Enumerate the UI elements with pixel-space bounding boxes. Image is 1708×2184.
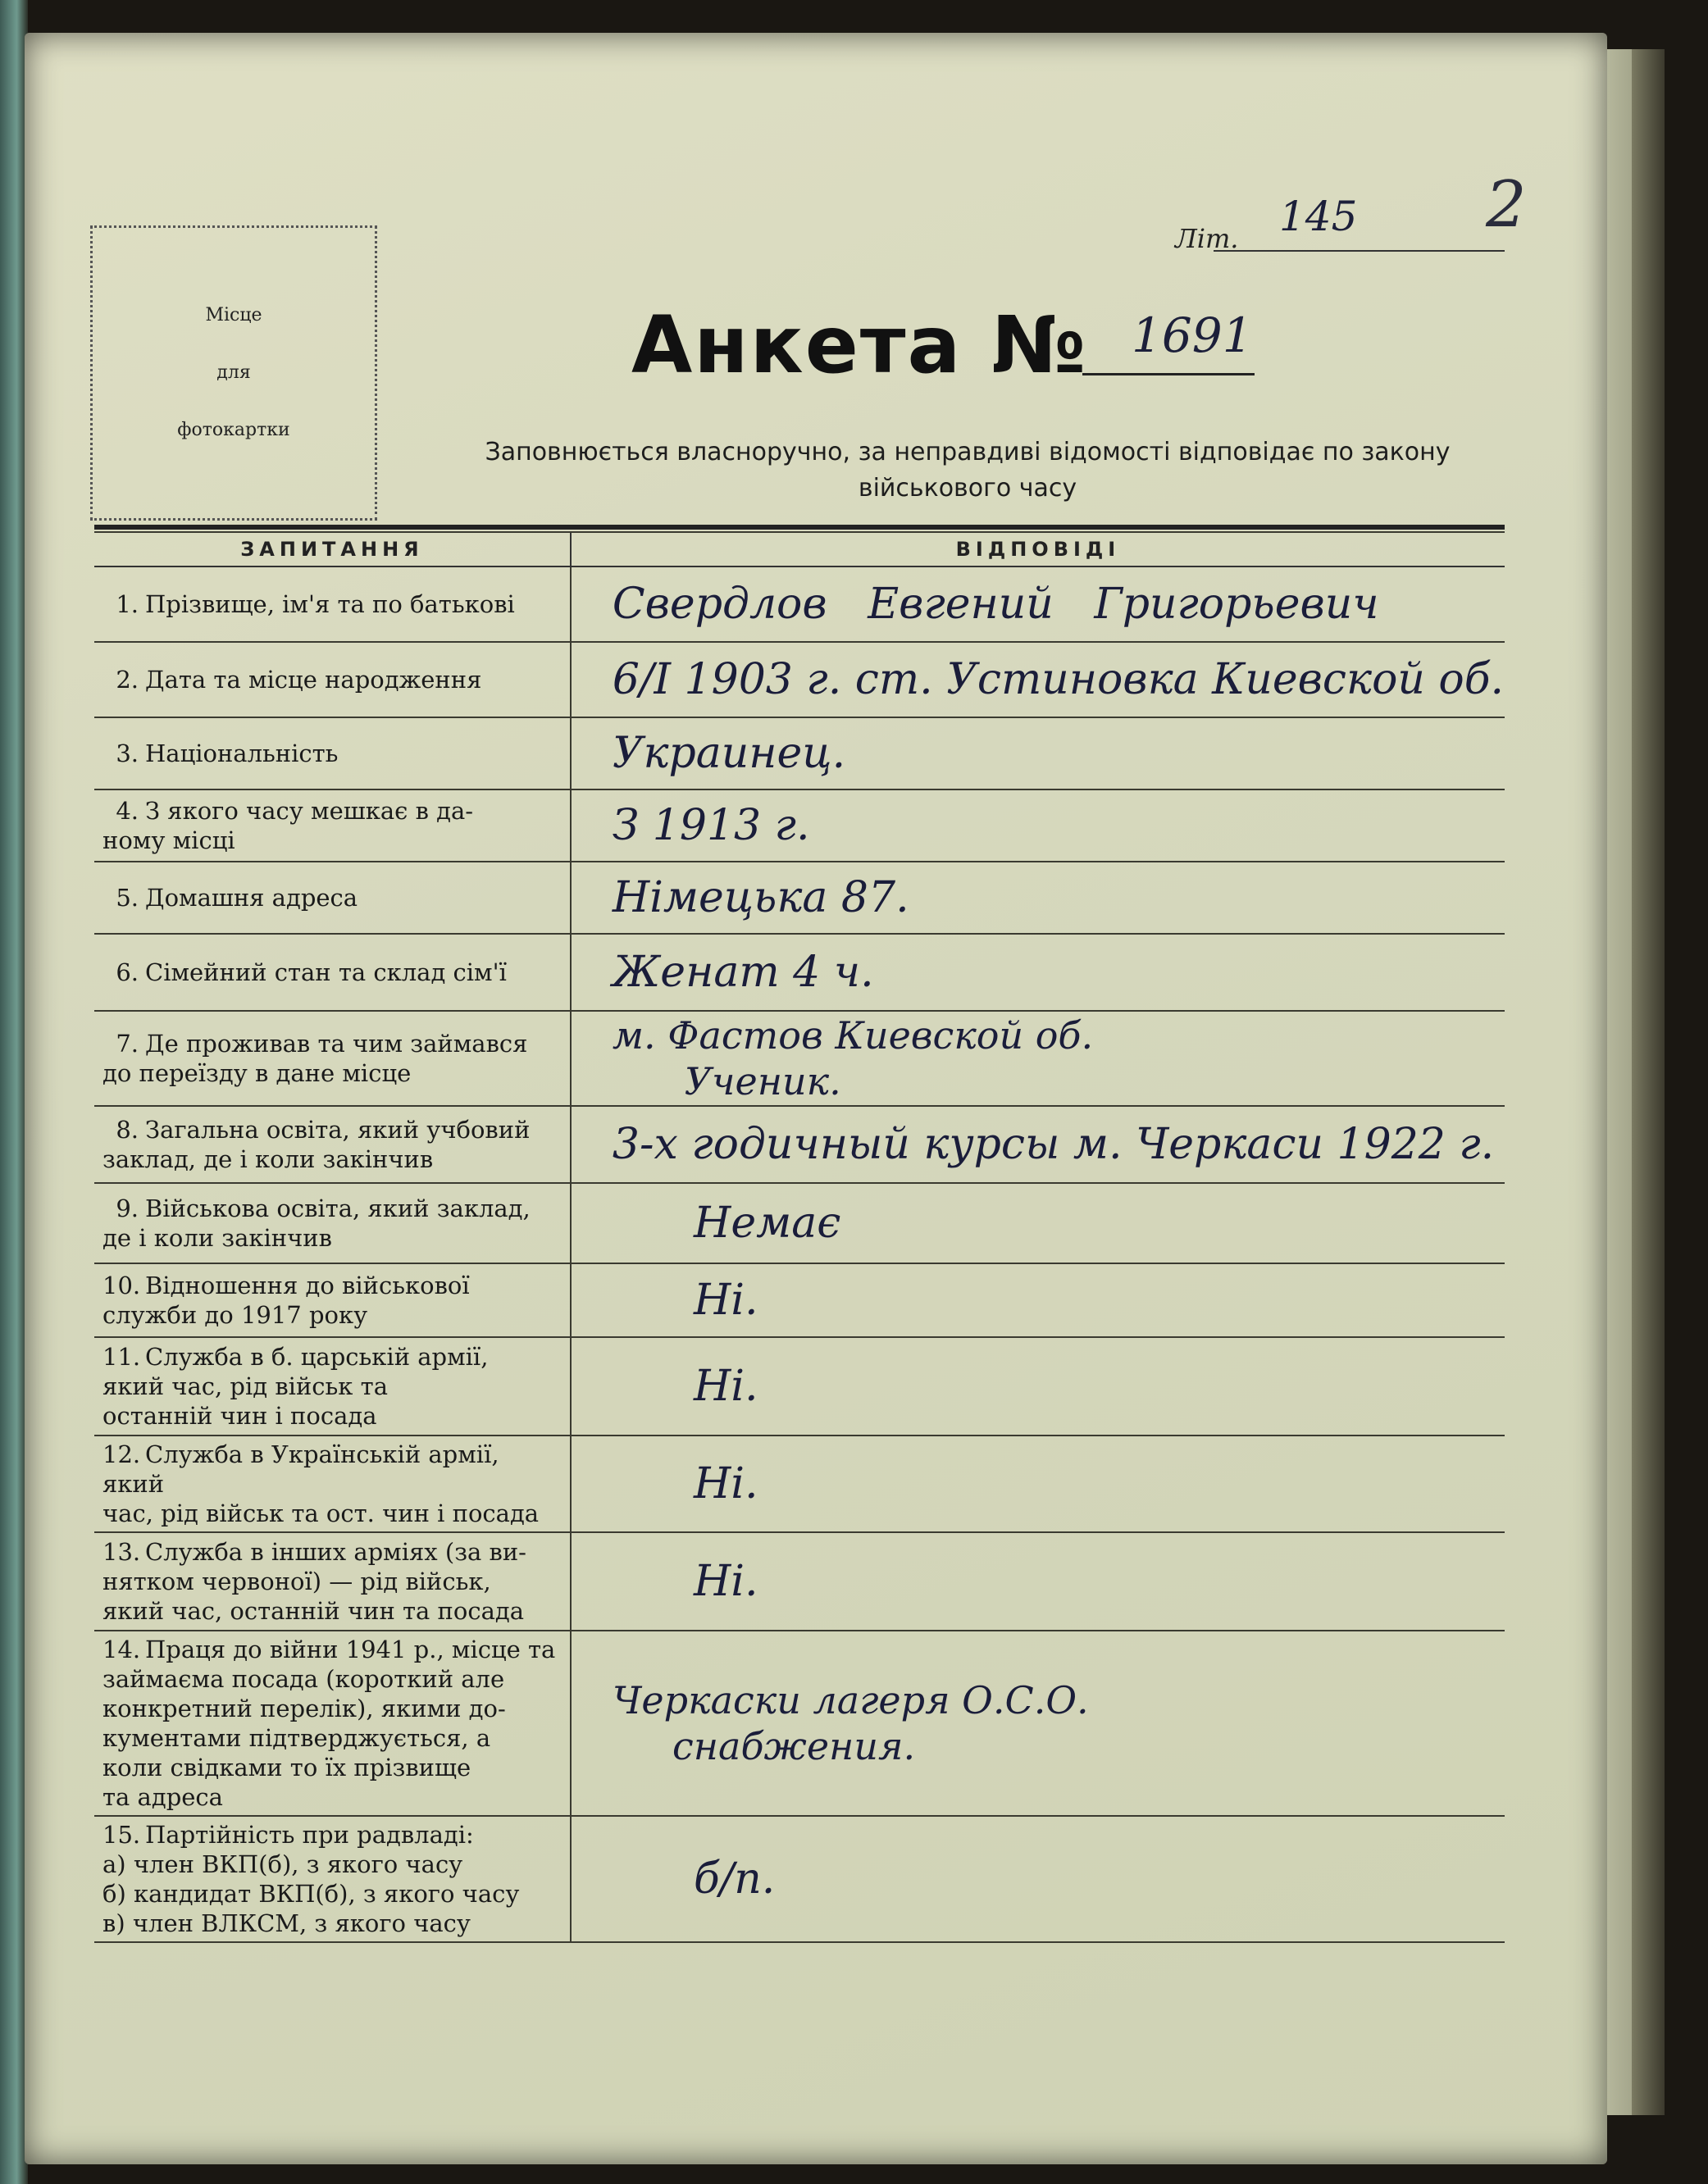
- handwritten-answer: Ні.: [571, 1436, 1505, 1532]
- question-text: Національність: [145, 739, 339, 767]
- table-row: [94, 1532, 1505, 1631]
- binding-edge: [0, 0, 28, 2184]
- question-cell: [94, 1532, 571, 1631]
- question-number: 1.: [116, 590, 139, 618]
- table-row: [94, 1337, 1505, 1436]
- handwritten-answer: м. Фастов Киевской об. Ученик.: [571, 1011, 1505, 1106]
- photo-placeholder: [90, 225, 377, 521]
- table-row: [94, 1631, 1505, 1816]
- question-cell: [94, 566, 571, 642]
- subtitle-line1: Заповнюється власноручно, за неправдиві відомості відповідає по закону: [485, 438, 1451, 466]
- sheet-number: 2: [1486, 168, 1527, 242]
- question-text: З якого часу мешкає в да- ному місці: [102, 797, 474, 854]
- question-cell: [94, 1011, 571, 1106]
- photo-label-line1: Місце: [205, 305, 262, 325]
- table-row: [94, 1011, 1505, 1106]
- handwritten-answer: Німецька 87.: [571, 862, 1505, 934]
- question-text: Партійність при радвладі: а) член ВКП(б), з якого часу б) кандидат ВКП(б), з якого часу в) член ВЛКСМ, з якого часу: [102, 1821, 520, 1937]
- handwritten-answer: б/п.: [571, 1816, 1505, 1942]
- question-cell: [94, 789, 571, 862]
- question-cell: [94, 862, 571, 934]
- form-title: Анкета №: [631, 299, 1088, 391]
- question-number: 10.: [102, 1272, 141, 1299]
- question-cell: [94, 1631, 571, 1816]
- question-cell: [94, 1816, 571, 1942]
- question-number: 15.: [102, 1821, 141, 1849]
- handwritten-answer: Женат 4 ч.: [571, 934, 1505, 1011]
- question-text: Служба в Українській армії, який час, рід військ та ост. чин і посада: [102, 1440, 540, 1527]
- table-row: [94, 1106, 1505, 1183]
- question-text: Прізвище, ім'я та по батькові: [145, 590, 515, 618]
- question-text: Сімейний стан та склад сім'ї: [145, 958, 507, 986]
- question-cell: [94, 1436, 571, 1532]
- question-cell: [94, 1263, 571, 1337]
- question-number: 12.: [102, 1440, 141, 1468]
- handwritten-answer: Украинец.: [571, 717, 1505, 789]
- question-cell: [94, 1337, 571, 1436]
- handwritten-answer: Свердлов Евгений Григорьевич: [571, 566, 1505, 642]
- table-row: [94, 717, 1505, 789]
- question-cell: [94, 1183, 571, 1263]
- title-number-underline: [1082, 373, 1255, 375]
- table-row: [94, 1263, 1505, 1337]
- table-row: [94, 1436, 1505, 1532]
- handwritten-answer: 3-х годичный курсы м. Черкаси 1922 г.: [571, 1106, 1505, 1183]
- lit-value: 145: [1279, 193, 1358, 240]
- question-number: 5.: [116, 884, 139, 912]
- questions-header: ЗАПИТАННЯ: [94, 532, 571, 566]
- table-row: [94, 789, 1505, 862]
- handwritten-answer: Черкаски лагеря О.С.О. снабжения.: [571, 1631, 1505, 1816]
- question-text: Дата та місце народження: [145, 666, 482, 694]
- questionnaire-table: [94, 525, 1505, 1943]
- question-number: 7.: [116, 1030, 139, 1058]
- answers-header: ВІДПОВІДІ: [571, 532, 1505, 566]
- question-text: Загальна освіта, який учбовий заклад, де і коли закінчив: [102, 1116, 531, 1173]
- handwritten-answer: З 1913 г.: [571, 789, 1505, 862]
- photo-label-line2: для: [216, 362, 251, 383]
- question-text: Служба в інших арміях (за ви- нятком червоної) — рід військ, який час, останній чин та посада: [102, 1538, 526, 1625]
- handwritten-answer: Немає: [571, 1183, 1505, 1263]
- form-subtitle: [385, 435, 1550, 507]
- question-text: Домашня адреса: [145, 884, 358, 912]
- table-row: [94, 862, 1505, 934]
- form-number: 1691: [1132, 307, 1253, 363]
- question-number: 13.: [102, 1538, 141, 1566]
- handwritten-answer: 6/I 1903 г. ст. Устиновка Киевской об.: [571, 642, 1505, 717]
- table-row: [94, 1816, 1505, 1942]
- table-row: [94, 934, 1505, 1011]
- table-row: [94, 642, 1505, 717]
- question-text: Праця до війни 1941 р., місце та займаєма посада (короткий але конкретний перелік), якими до- кументами підтверджується, а коли свідками то їх прізвище та адреса: [102, 1636, 556, 1811]
- question-number: 14.: [102, 1636, 141, 1663]
- question-number: 3.: [116, 739, 139, 767]
- lit-label: Літ.: [1175, 223, 1239, 254]
- questionnaire-body: [94, 566, 1505, 1942]
- question-number: 11.: [102, 1343, 141, 1371]
- question-text: Де проживав та чим займався до переїзду в дане місце: [102, 1030, 528, 1087]
- page-stack-shadow: [1632, 49, 1665, 2115]
- question-cell: [94, 934, 571, 1011]
- question-number: 6.: [116, 958, 139, 986]
- question-number: 4.: [116, 797, 139, 825]
- question-cell: [94, 1106, 571, 1183]
- question-number: 2.: [116, 666, 139, 694]
- question-number: 9.: [116, 1194, 139, 1222]
- question-cell: [94, 717, 571, 789]
- table-row: [94, 566, 1505, 642]
- handwritten-answer: Ні.: [571, 1263, 1505, 1337]
- question-text: Служба в б. царській армії, який час, рід військ та останній чин і посада: [102, 1343, 489, 1430]
- handwritten-answer: Ні.: [571, 1337, 1505, 1436]
- question-text: Відношення до військової служби до 1917 року: [102, 1272, 470, 1329]
- subtitle-line2: військового часу: [858, 474, 1077, 503]
- question-cell: [94, 642, 571, 717]
- photo-label-line3: фотокартки: [177, 420, 290, 440]
- question-number: 8.: [116, 1116, 139, 1144]
- handwritten-answer: Ні.: [571, 1532, 1505, 1631]
- lit-underline: [1214, 250, 1505, 252]
- question-text: Військова освіта, який заклад, де і коли закінчив: [102, 1194, 531, 1252]
- table-row: [94, 1183, 1505, 1263]
